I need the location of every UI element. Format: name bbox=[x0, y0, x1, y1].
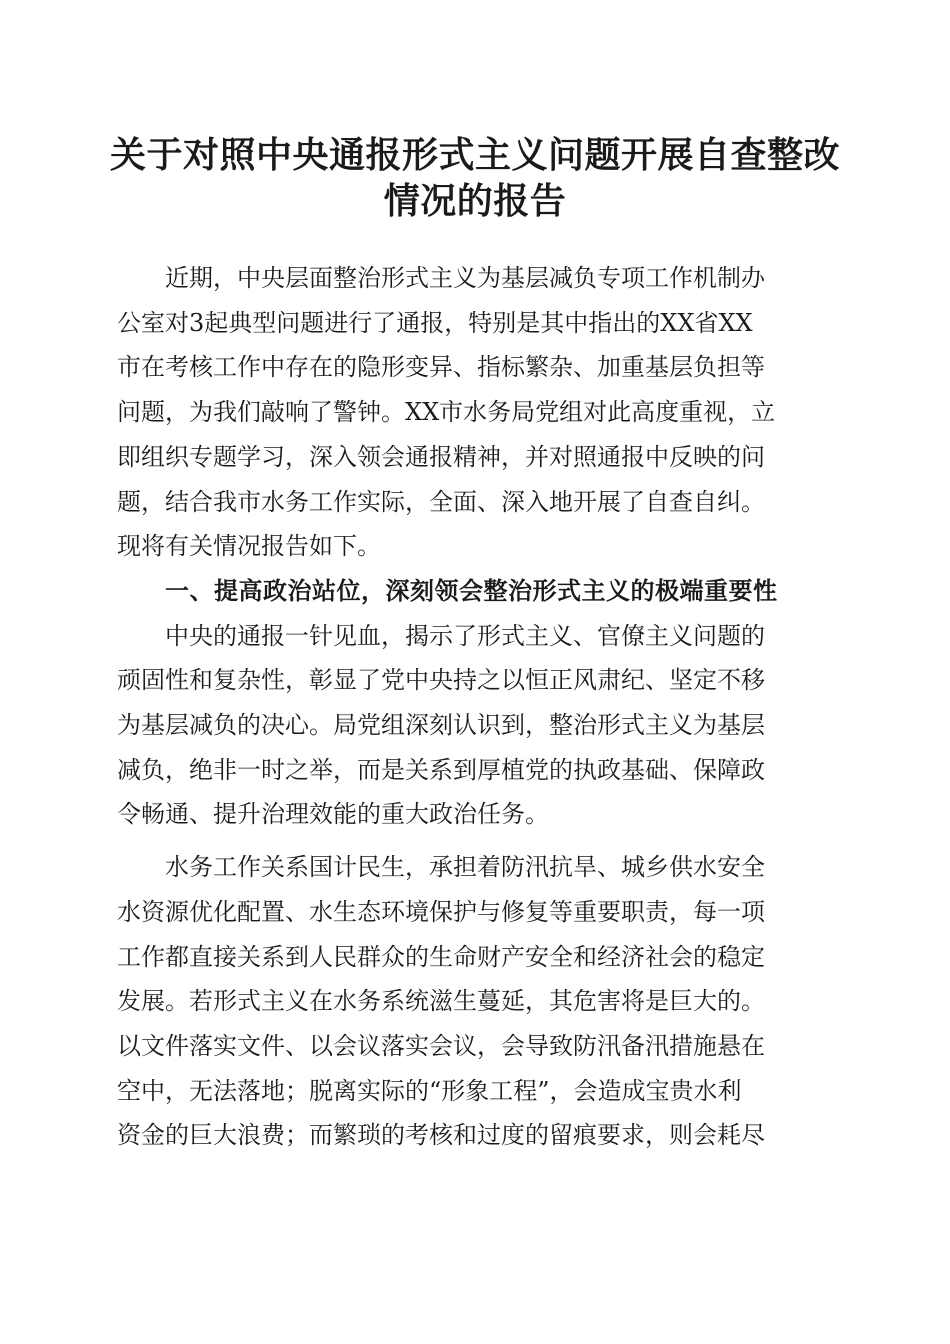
paragraph-line: 水务工作关系国计民生，承担着防汛抗旱、城乡供水安全 bbox=[165, 853, 765, 882]
paragraph-line: 水资源优化配置、水生态环境保护与修复等重要职责，每一项 bbox=[117, 897, 765, 926]
paragraph-line: 空中，无法落地；脱离实际的“形象工程”，会造成宝贵水利 bbox=[117, 1076, 742, 1105]
paragraph-line: 近期，中央层面整治形式主义为基层减负专项工作机制办 bbox=[165, 264, 765, 292]
paragraph-line: 中央的通报一针见血，揭示了形式主义、官僚主义问题的 bbox=[165, 621, 765, 650]
paragraph-line: 发展。若形式主义在水务系统滋生蔓延，其危害将是巨大的。 bbox=[117, 987, 765, 1016]
intro-paragraph bbox=[117, 256, 829, 569]
paragraph-line: 即组织专题学习，深入领会通报精神，并对照通报中反映的问 bbox=[117, 442, 765, 471]
paragraph-spacer bbox=[117, 837, 829, 845]
section-1-paragraph-2 bbox=[117, 845, 829, 1158]
paragraph-line: 市在考核工作中存在的隐形变异、指标繁杂、加重基层负担等 bbox=[117, 353, 765, 382]
document-title bbox=[100, 132, 850, 224]
paragraph-line: 减负，绝非一时之举，而是关系到厚植党的执政基础、保障政 bbox=[117, 755, 765, 784]
paragraph-line: 工作都直接关系到人民群众的生命财产安全和经济社会的稳定 bbox=[117, 942, 765, 971]
paragraph-line: 题，结合我市水务工作实际，全面、深入地开展了自查自纠。 bbox=[117, 487, 765, 516]
section-1-paragraph-1 bbox=[117, 614, 829, 838]
paragraph-line: 以文件落实文件、以会议落实会议，会导致防汛备汛措施悬在 bbox=[117, 1031, 765, 1060]
paragraph-line: 令畅通、提升治理效能的重大政治任务。 bbox=[117, 800, 549, 829]
paragraph-line: 公室对3起典型问题进行了通报，特别是其中指出的XX省XX bbox=[117, 308, 753, 337]
title-line-2: 情况的报告 bbox=[383, 180, 567, 222]
document-body bbox=[117, 256, 829, 1158]
paragraph-line: 问题，为我们敲响了警钟。XX市水务局党组对此高度重视，立 bbox=[117, 398, 776, 427]
title-line-1: 关于对照中央通报形式主义问题开展自查整改 bbox=[109, 134, 840, 176]
paragraph-line: 顽固性和复杂性，彰显了党中央持之以恒正风肃纪、坚定不移 bbox=[117, 666, 765, 695]
section-heading-1: 一、提高政治站位，深刻领会整治形式主义的极端重要性 bbox=[165, 576, 778, 605]
paragraph-line: 为基层减负的决心。局党组深刻认识到，整治形式主义为基层 bbox=[117, 711, 765, 740]
paragraph-line: 现将有关情况报告如下。 bbox=[117, 532, 381, 561]
paragraph-line: 资金的巨大浪费；而繁琐的考核和过度的留痕要求，则会耗尽 bbox=[117, 1121, 765, 1150]
